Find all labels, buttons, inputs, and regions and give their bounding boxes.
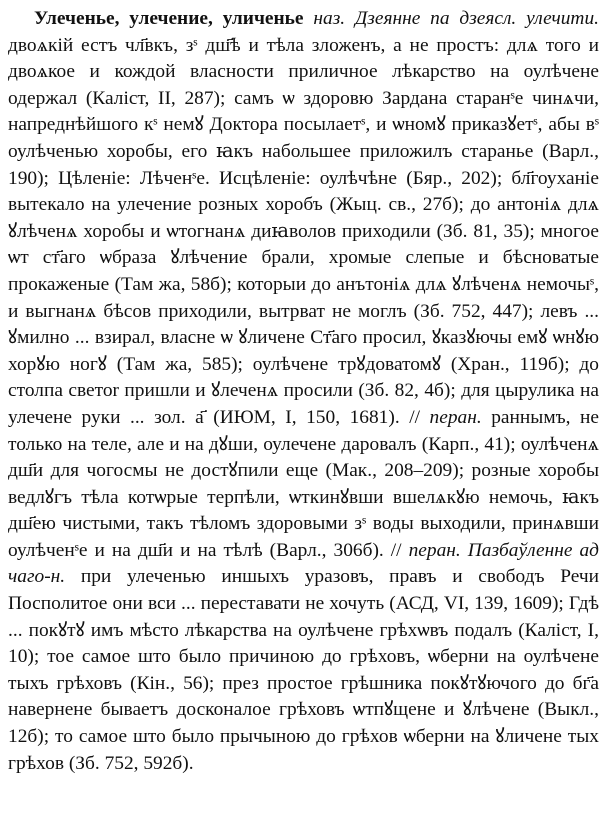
sense-label-deliverance: перан. Пазбаўленне ад чаго-н. xyxy=(8,539,599,588)
entry-headword: Улеченье, улечение, уличенье xyxy=(34,8,304,29)
entry-definition: Дзеянне па дзеясл. улечити. xyxy=(354,8,599,29)
citations-figurative: раннымъ, не только на теле, але и на дꙋши, оулечене даровалъ (Карп., 41); оулѣченѧ дш҃и для чогосмы не достꙋпили еще (Мак., 208–209); розные хоробы ведлꙋгъ тѣла котѡрые терпѣли, ѡткинꙋвши вшелѧкꙋю немочь, ꙗкъ дш҃ею чистыми, такъ тѣломъ здоровыми зˢ воды выходили, принѧвши оулѣченˢе и на дш҃и и на тѣлѣ (Варл., 306б). // xyxy=(8,406,599,561)
sense-label-figurative: перан. xyxy=(429,406,482,428)
grammar-label: наз. xyxy=(313,8,346,29)
dictionary-entry xyxy=(8,6,599,777)
citations-direct: двоѧкій естъ чл҃вкъ, зˢ дш҃ѣ и тѣла зложенъ, а не простъ: длѧ того и двоѧкое и кождой власности приличное лѣкарство на оулѣчене одержал (Каліст, II, 287); самъ ѡ здоровю Зардана старанˢе чинѧчи, напреднѣйшого кˢ немꙋ Доктора посылаетˢ, и ѡномꙋ приказꙋетˢ, абы вˢ оулѣченью хоробы, его ꙗкъ набольшее приложилъ старанье (Варл., 190); Цѣленіе: Лѣченˢе. Исцѣленіе: оулѣчѣне (Бяр., 202); бл҃гоуханіе вытекало на улечение розных хоробъ (Жыц. св., 27б); до антоніѧ длѧ ꙋлѣченѧ хоробы и ѡтогнанѧ диꙗволов приходили (Зб. 81, 35); многое ѡт ст҃аго ѡбраза ꙋлѣчение брали, хромые слепые и бѣсноватые прокаженые (Там жа, 58б); которыи до анътоніѧ длѧ ꙋлѣченѧ немочыˢ, и выгнанѧ бѣсов приходили, вытрват не моглъ (Зб. 752, 447); левъ ... ꙋмилно ... взирал, власне ѡ ꙋличене Ст҃аго просил, ꙋказꙋючы емꙋ ѡнꙋю хорꙋю ногꙋ (Там жа, 585); оулѣчене трꙋдоватомꙋ (Хран., 119б); до столпа светоr пришли и ꙋлеченѧ просили (Зб. 82, 4б); для цырулика на улечене руки ... зол. а҃ (ИЮМ, I, 150, 1681). // xyxy=(8,34,599,428)
citations-deliverance: при улеченью иншыхъ уразовъ, правъ и свободъ Речи Посполитое они вси ... переставати не хочуть (АСД, VI, 139, 1609); Гдѣ ... покꙋтꙋ имъ мѣсто лѣкарства на оулѣчене грѣхѡвъ подалъ (Каліст, I, 10); тое самое што было причиною до грѣховъ, ѡберни на оулѣчене тыхъ грѣховъ (Кін., 56); през простое грѣшника покꙋтꙋючого до бг҃а навернене бываетъ досконалое грѣховъ ѡтпꙋщене и ꙋлѣчене (Выкл., 12б); то самое што было прычыною до грѣхов ѡберни на ꙋличене тых грѣхов (Зб. 752, 592б). xyxy=(8,566,599,774)
